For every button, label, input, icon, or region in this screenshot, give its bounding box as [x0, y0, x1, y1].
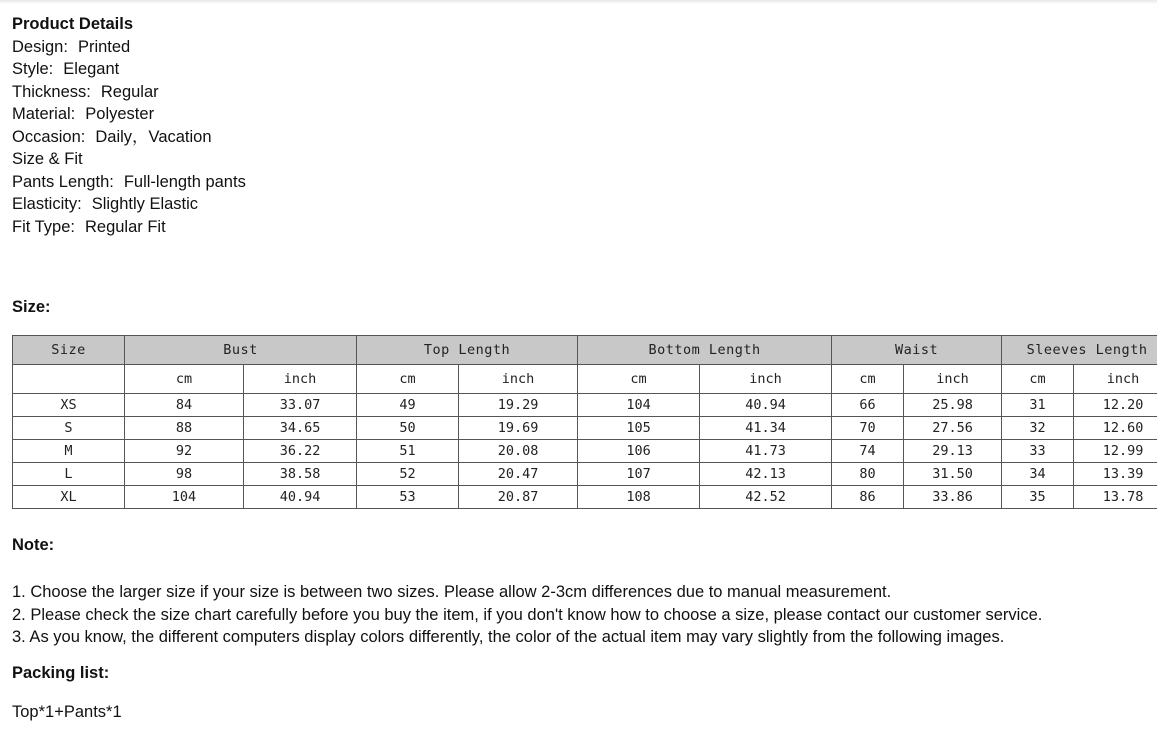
cell-waist-inch: 25.98 [904, 394, 1002, 417]
header-bottom-length: Bottom Length [578, 336, 832, 365]
cell-top-cm: 51 [357, 440, 459, 463]
cell-top-cm: 52 [357, 463, 459, 486]
cell-waist-inch: 33.86 [904, 486, 1002, 509]
cell-size: XL [13, 486, 125, 509]
cell-top-cm: 50 [357, 417, 459, 440]
notes-list [12, 581, 1042, 649]
unit-cm: cm [578, 365, 700, 394]
cell-bust-cm: 104 [125, 486, 244, 509]
cell-waist-inch: 31.50 [904, 463, 1002, 486]
cell-waist-cm: 80 [832, 463, 904, 486]
cell-sleeve-inch: 12.20 [1074, 394, 1157, 417]
header-bust: Bust [125, 336, 357, 365]
detail-label: Elasticity: [12, 195, 82, 213]
cell-sleeve-cm: 35 [1002, 486, 1074, 509]
cell-bottom-inch: 40.94 [700, 394, 832, 417]
cell-sleeve-inch: 13.78 [1074, 486, 1157, 509]
size-table [12, 335, 1157, 509]
unit-cm: cm [357, 365, 459, 394]
detail-elasticity [12, 193, 246, 216]
cell-sleeve-inch: 12.99 [1074, 440, 1157, 463]
cell-bust-inch: 38.58 [244, 463, 357, 486]
cell-bust-cm: 84 [125, 394, 244, 417]
detail-label: Pants Length: [12, 172, 114, 191]
cell-waist-inch: 27.56 [904, 417, 1002, 440]
note-item: 1. Choose the larger size if your size is between two sizes. Please allow 2-3cm differences due to manual measurement. [12, 583, 892, 601]
table-row [13, 463, 1157, 486]
cell-sleeve-cm: 33 [1002, 440, 1074, 463]
header-size: Size [13, 336, 125, 365]
cell-sleeve-cm: 34 [1002, 463, 1074, 486]
detail-label: Design: [12, 37, 68, 56]
detail-value: Daily，Vacation [95, 127, 212, 146]
header-sleeves-length: Sleeves Length [1002, 336, 1157, 365]
unit-blank [13, 365, 125, 394]
unit-inch: inch [459, 365, 578, 394]
detail-label: Thickness: [12, 82, 91, 101]
table-row [13, 486, 1157, 509]
detail-pants-length [12, 171, 246, 194]
size-table-wrapper [12, 335, 1157, 509]
table-row [13, 394, 1157, 417]
header-top-length: Top Length [357, 336, 578, 365]
header-waist: Waist [832, 336, 1002, 365]
cell-bottom-cm: 105 [578, 417, 700, 440]
table-row [13, 440, 1157, 463]
detail-value: Full-length pants [123, 172, 246, 191]
detail-value: Regular [100, 82, 159, 101]
unit-inch: inch [904, 365, 1002, 394]
detail-value: Regular Fit [84, 217, 166, 236]
detail-label: Style: [12, 60, 54, 78]
cell-size: M [13, 440, 125, 463]
detail-style [12, 58, 246, 81]
cell-bottom-cm: 106 [578, 440, 700, 463]
cell-bottom-cm: 108 [578, 486, 700, 509]
cell-waist-cm: 70 [832, 417, 904, 440]
detail-material [12, 103, 246, 126]
cell-top-cm: 49 [357, 394, 459, 417]
packing-list-heading: Packing list: [12, 664, 110, 682]
detail-occasion [12, 126, 246, 149]
cell-bust-inch: 34.65 [244, 417, 357, 440]
cell-size: XS [13, 394, 125, 417]
cell-bust-cm: 92 [125, 440, 244, 463]
cell-top-cm: 53 [357, 486, 459, 509]
cell-bottom-cm: 104 [578, 394, 700, 417]
cell-waist-inch: 29.13 [904, 440, 1002, 463]
table-row [13, 417, 1157, 440]
cell-bust-inch: 36.22 [244, 440, 357, 463]
top-shadow [0, 0, 1157, 4]
cell-size: S [13, 417, 125, 440]
cell-bust-cm: 88 [125, 417, 244, 440]
cell-bottom-inch: 42.52 [700, 486, 832, 509]
unit-cm: cm [1002, 365, 1074, 394]
cell-bust-inch: 33.07 [244, 394, 357, 417]
unit-cm: cm [125, 365, 244, 394]
detail-label: Material: [12, 105, 76, 123]
note-item: 2. Please check the size chart carefully before you buy the item, if you don't know how to choose a size, please contact our customer service. [12, 605, 1043, 624]
detail-thickness [12, 81, 246, 104]
detail-label: Fit Type: [12, 217, 75, 236]
cell-waist-cm: 86 [832, 486, 904, 509]
cell-top-inch: 20.47 [459, 463, 578, 486]
cell-top-inch: 20.08 [459, 440, 578, 463]
cell-sleeve-inch: 12.60 [1074, 417, 1157, 440]
cell-top-inch: 20.87 [459, 486, 578, 509]
cell-top-inch: 19.29 [459, 394, 578, 417]
size-fit-heading: Size & Fit [12, 150, 83, 168]
detail-value: Polyester [85, 105, 155, 123]
cell-bottom-inch: 42.13 [700, 463, 832, 486]
cell-bust-inch: 40.94 [244, 486, 357, 509]
note-item: 3. As you know, the different computers display colors differently, the color of the actual item may vary slightly from the following images. [12, 628, 1005, 646]
unit-cm: cm [832, 365, 904, 394]
detail-label: Occasion: [12, 127, 86, 146]
detail-design [12, 36, 246, 59]
cell-sleeve-cm: 32 [1002, 417, 1074, 440]
cell-sleeve-inch: 13.39 [1074, 463, 1157, 486]
cell-bottom-inch: 41.34 [700, 417, 832, 440]
note-heading: Note: [12, 536, 55, 554]
table-units-row [13, 365, 1157, 394]
table-header-row [13, 336, 1157, 365]
unit-inch: inch [700, 365, 832, 394]
product-details-heading: Product Details [12, 15, 134, 33]
unit-inch: inch [1074, 365, 1157, 394]
packing-list-value: Top*1+Pants*1 [12, 703, 122, 721]
detail-value: Slightly Elastic [91, 195, 199, 213]
cell-top-inch: 19.69 [459, 417, 578, 440]
cell-waist-cm: 74 [832, 440, 904, 463]
detail-value: Printed [77, 37, 131, 56]
detail-fit-type [12, 216, 246, 239]
product-details [12, 13, 246, 238]
cell-size: L [13, 463, 125, 486]
size-heading: Size: [12, 298, 51, 316]
cell-waist-cm: 66 [832, 394, 904, 417]
cell-bust-cm: 98 [125, 463, 244, 486]
detail-value: Elegant [63, 60, 120, 78]
cell-bottom-cm: 107 [578, 463, 700, 486]
cell-bottom-inch: 41.73 [700, 440, 832, 463]
unit-inch: inch [244, 365, 357, 394]
cell-sleeve-cm: 31 [1002, 394, 1074, 417]
